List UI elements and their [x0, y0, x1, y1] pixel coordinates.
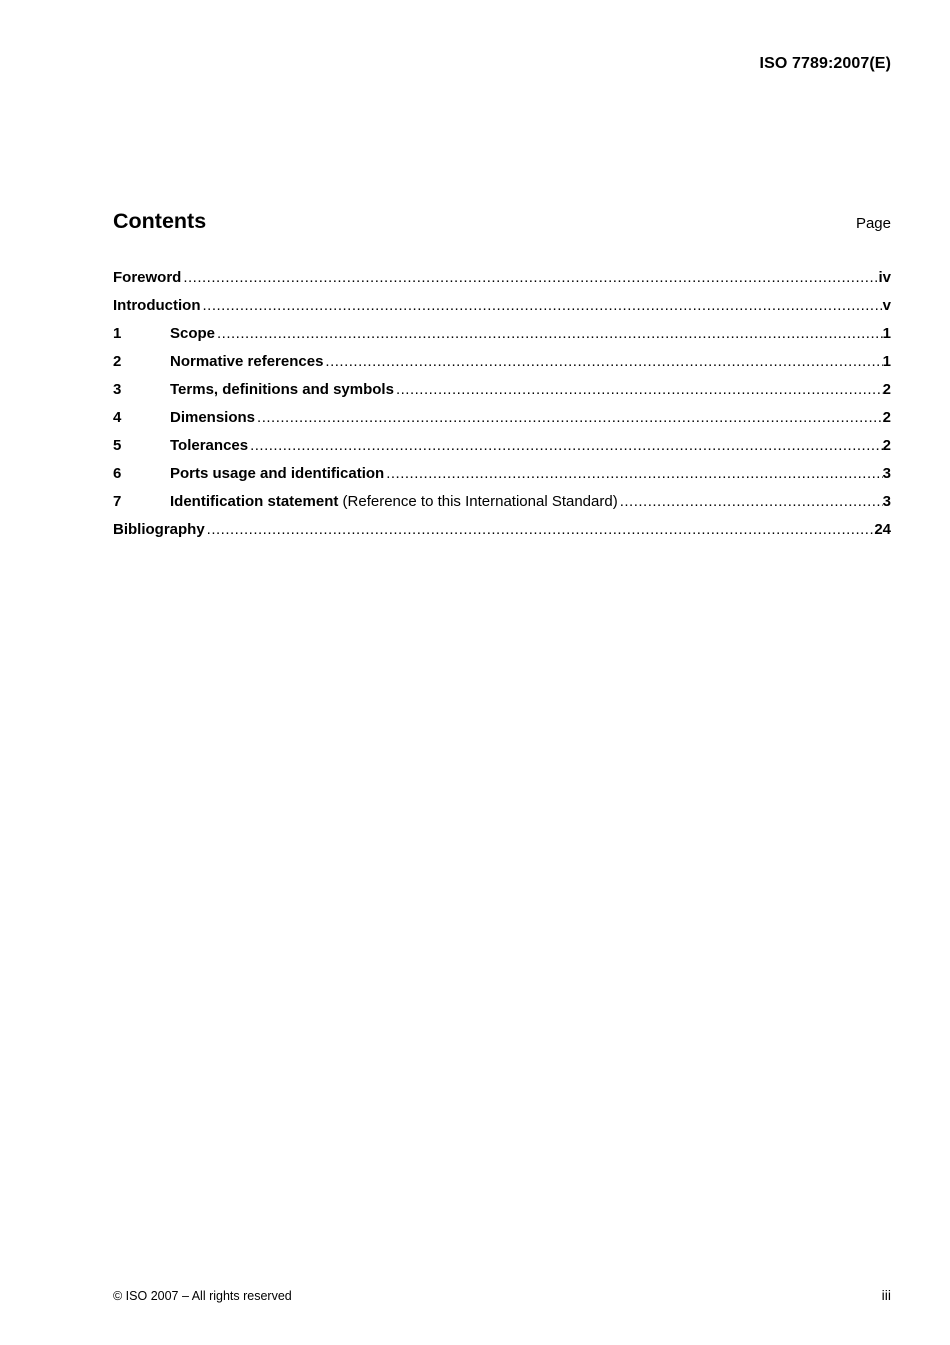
dot-leader [384, 464, 882, 484]
document-id: ISO 7789:2007(E) [759, 55, 891, 72]
toc-entry-page: 2 [882, 409, 891, 426]
toc-entry-page: 1 [882, 353, 891, 370]
toc-entry-scope[interactable] [113, 324, 891, 352]
toc-entry-title: Terms, definitions and symbols [170, 381, 394, 398]
toc-entry-number: 7 [113, 493, 122, 510]
toc-entry-page: 2 [882, 381, 891, 398]
toc-entry-dimensions[interactable] [113, 408, 891, 436]
toc-entry-title: Ports usage and identification [170, 465, 385, 482]
toc-entry-normative-references[interactable] [113, 352, 891, 380]
dot-leader [205, 520, 875, 540]
toc-entry-page: 2 [882, 437, 891, 454]
dot-leader [394, 380, 883, 400]
toc-entry-title: Introduction [113, 297, 201, 314]
toc-entry-title: Scope [170, 325, 216, 342]
dot-leader [200, 296, 882, 316]
toc-entry-number: 1 [113, 325, 122, 342]
table-of-contents [113, 268, 891, 548]
toc-entry-title: Dimensions [170, 409, 256, 426]
toc-entry-tolerances[interactable] [113, 436, 891, 464]
toc-entry-page: 24 [874, 521, 891, 538]
toc-entry-foreword[interactable] [113, 268, 891, 296]
toc-entry-page: 3 [882, 465, 891, 482]
toc-entry-title: Tolerances [170, 437, 249, 454]
toc-entry-title: Normative references [170, 353, 324, 370]
footer-page-number: iii [881, 1287, 891, 1303]
toc-entry-page: iv [878, 269, 891, 286]
toc-entry-title: Bibliography [113, 521, 205, 538]
toc-entry-terms-definitions[interactable] [113, 380, 891, 408]
toc-entry-page: 3 [882, 493, 891, 510]
toc-entry-page: v [882, 297, 891, 314]
toc-entry-number: 5 [113, 437, 122, 454]
toc-entry-introduction[interactable] [113, 296, 891, 324]
toc-entry-subtitle: (Reference to this International Standard) [342, 493, 618, 510]
footer-copyright: © ISO 2007 – All rights reserved [113, 1289, 292, 1303]
toc-entry-bibliography[interactable] [113, 520, 891, 548]
page-column-label: Page [855, 215, 891, 232]
toc-entry-page: 1 [882, 325, 891, 342]
toc-entry-title: Identification statement [170, 493, 339, 510]
toc-entry-ports-usage[interactable] [113, 464, 891, 492]
toc-entry-title: Foreword [113, 269, 182, 286]
toc-entry-title-group [170, 492, 618, 512]
dot-leader [215, 324, 883, 344]
dot-leader [248, 436, 883, 456]
toc-entry-number: 3 [113, 381, 122, 398]
dot-leader [618, 492, 883, 512]
toc-entry-identification-statement[interactable] [113, 492, 891, 520]
dot-leader [255, 408, 883, 428]
toc-entry-number: 4 [113, 409, 122, 426]
dot-leader [323, 352, 882, 372]
toc-entry-number: 6 [113, 465, 122, 482]
toc-entry-number: 2 [113, 353, 122, 370]
contents-heading: Contents [113, 209, 207, 233]
dot-leader [181, 268, 878, 288]
